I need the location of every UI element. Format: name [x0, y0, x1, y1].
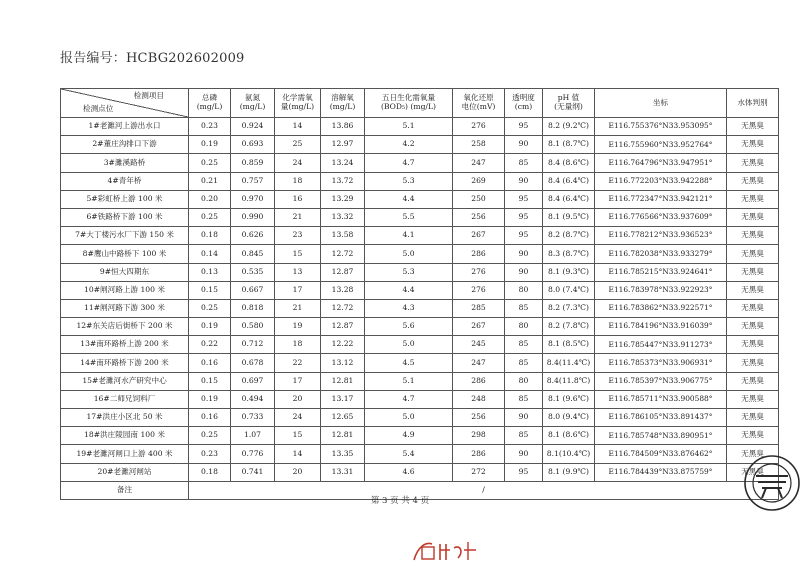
- cell-cod: 15: [275, 427, 321, 445]
- header-cod: 化学需氧 量(mg/L): [275, 89, 321, 118]
- remark-value: /: [189, 481, 779, 499]
- cell-do: 12.81: [321, 427, 365, 445]
- cell-nh3: 0.494: [231, 390, 275, 408]
- cell-orp: 258: [453, 136, 505, 154]
- cell-do: 13.17: [321, 390, 365, 408]
- cell-trans: 85: [505, 299, 543, 317]
- cell-site: 1#老濉河上游出水口: [61, 118, 189, 136]
- cell-tp: 0.23: [189, 445, 231, 463]
- header-diagonal-cell: [61, 89, 189, 118]
- cell-site: 14#南环路桥下游 200 米: [61, 354, 189, 372]
- cell-trans: 85: [505, 354, 543, 372]
- cell-tp: 0.18: [189, 463, 231, 481]
- table-row: [61, 245, 779, 263]
- cell-orp: 247: [453, 354, 505, 372]
- cell-do: 13.86: [321, 118, 365, 136]
- cell-site: 10#闸河路上游 100 米: [61, 281, 189, 299]
- table-row: [61, 263, 779, 281]
- header-ammonia: 氨氮 (mg/L): [231, 89, 275, 118]
- cell-bod: 4.9: [365, 427, 453, 445]
- cell-cod: 25: [275, 136, 321, 154]
- cell-cod: 14: [275, 445, 321, 463]
- cell-do: 12.72: [321, 299, 365, 317]
- cell-do: 12.65: [321, 409, 365, 427]
- table-row: [61, 390, 779, 408]
- cell-site: 20#老濉河闸站: [61, 463, 189, 481]
- cell-ph: 8.3 (8.7℃): [543, 245, 595, 263]
- cell-orp: 247: [453, 154, 505, 172]
- cell-judge: 无黑臭: [727, 354, 779, 372]
- cell-do: 13.28: [321, 281, 365, 299]
- table-row: [61, 190, 779, 208]
- table-row: [61, 154, 779, 172]
- cell-judge: 无黑臭: [727, 172, 779, 190]
- cell-nh3: 0.924: [231, 118, 275, 136]
- cell-do: 12.87: [321, 318, 365, 336]
- cell-ph: 8.4(11.8℃): [543, 372, 595, 390]
- cell-orp: 285: [453, 299, 505, 317]
- cell-cod: 16: [275, 190, 321, 208]
- cell-site: 5#彩虹桥上游 100 米: [61, 190, 189, 208]
- cell-ph: 8.1 (8.7℃): [543, 136, 595, 154]
- cell-judge: 无黑臭: [727, 318, 779, 336]
- cell-judge: 无黑臭: [727, 427, 779, 445]
- cell-judge: 无黑臭: [727, 445, 779, 463]
- cell-ph: 8.2 (7.8℃): [543, 318, 595, 336]
- cell-coord: E116.778212°N33.936523°: [595, 227, 727, 245]
- cell-tp: 0.15: [189, 281, 231, 299]
- cell-cod: 21: [275, 299, 321, 317]
- cell-nh3: 0.626: [231, 227, 275, 245]
- cell-coord: E116.785447°N33.911273°: [595, 336, 727, 354]
- cell-tp: 0.16: [189, 354, 231, 372]
- cell-orp: 276: [453, 281, 505, 299]
- cell-nh3: 0.712: [231, 336, 275, 354]
- cell-tp: 0.21: [189, 172, 231, 190]
- cell-trans: 95: [505, 208, 543, 226]
- cell-coord: E116.755376°N33.953095°: [595, 118, 727, 136]
- cell-orp: 267: [453, 318, 505, 336]
- page-footer: 第 3 页 共 4 页: [370, 496, 430, 506]
- cell-coord: E116.782038°N33.933279°: [595, 245, 727, 263]
- cell-cod: 15: [275, 245, 321, 263]
- cell-orp: 267: [453, 227, 505, 245]
- cell-do: 12.87: [321, 263, 365, 281]
- cell-judge: 无黑臭: [727, 299, 779, 317]
- cell-cod: 20: [275, 463, 321, 481]
- cell-bod: 5.1: [365, 372, 453, 390]
- cell-trans: 90: [505, 136, 543, 154]
- cell-bod: 5.0: [365, 245, 453, 263]
- cell-nh3: 0.818: [231, 299, 275, 317]
- cell-orp: 286: [453, 372, 505, 390]
- header-total-phosphorus: 总磷 (mg/L): [189, 89, 231, 118]
- cell-coord: E116.764796°N33.947951°: [595, 154, 727, 172]
- table-row: [61, 318, 779, 336]
- header-water-judgement: 水体判别: [727, 89, 779, 118]
- cell-orp: 276: [453, 263, 505, 281]
- table-row: [61, 354, 779, 372]
- cell-judge: 无黑臭: [727, 118, 779, 136]
- cell-judge: 无黑臭: [727, 245, 779, 263]
- cell-trans: 80: [505, 372, 543, 390]
- cell-coord: E116.785711°N33.900588°: [595, 390, 727, 408]
- cell-tp: 0.25: [189, 299, 231, 317]
- cell-tp: 0.16: [189, 409, 231, 427]
- cell-cod: 24: [275, 154, 321, 172]
- cell-nh3: 0.741: [231, 463, 275, 481]
- table-row: [61, 409, 779, 427]
- cell-nh3: 0.859: [231, 154, 275, 172]
- cell-cod: 18: [275, 172, 321, 190]
- cell-judge: 无黑臭: [727, 463, 779, 481]
- company-seal-icon: [738, 452, 800, 514]
- cell-do: 13.31: [321, 463, 365, 481]
- cell-ph: 8.2 (7.3℃): [543, 299, 595, 317]
- cell-bod: 5.0: [365, 336, 453, 354]
- header-dissolved-oxygen: 溶解氧 (mg/L): [321, 89, 365, 118]
- cell-tp: 0.23: [189, 118, 231, 136]
- cell-ph: 8.0 (7.4℃): [543, 281, 595, 299]
- cell-cod: 13: [275, 263, 321, 281]
- cell-site: 15#老濉河水产研究中心: [61, 372, 189, 390]
- cell-site: 16#二师兄饲料厂: [61, 390, 189, 408]
- header-sites-label: 检测点位: [83, 104, 114, 114]
- header-bod5: 五日生化需氧量 (BOD₅) (mg/L): [365, 89, 453, 118]
- cell-site: 11#闸河路下游 300 米: [61, 299, 189, 317]
- cell-cod: 22: [275, 354, 321, 372]
- cell-ph: 8.4(11.4℃): [543, 354, 595, 372]
- cell-tp: 0.20: [189, 190, 231, 208]
- cell-site: 7#大丁楼污水厂下游 150 米: [61, 227, 189, 245]
- cell-judge: 无黑臭: [727, 281, 779, 299]
- table-row: [61, 208, 779, 226]
- cell-do: 13.32: [321, 208, 365, 226]
- cell-trans: 90: [505, 445, 543, 463]
- table-body: [61, 118, 779, 482]
- cell-do: 13.58: [321, 227, 365, 245]
- cell-ph: 8.0 (9.4℃): [543, 409, 595, 427]
- cell-site: 9#恒大四期东: [61, 263, 189, 281]
- cell-ph: 8.2 (9.2℃): [543, 118, 595, 136]
- table-row: [61, 372, 779, 390]
- table-row: [61, 118, 779, 136]
- cell-bod: 4.5: [365, 354, 453, 372]
- cell-orp: 269: [453, 172, 505, 190]
- cell-trans: 80: [505, 318, 543, 336]
- cell-tp: 0.14: [189, 245, 231, 263]
- cell-nh3: 0.697: [231, 372, 275, 390]
- cell-site: 19#老濉河闸口上游 400 米: [61, 445, 189, 463]
- cell-coord: E116.784196°N33.916039°: [595, 318, 727, 336]
- cell-tp: 0.25: [189, 208, 231, 226]
- cell-do: 12.22: [321, 336, 365, 354]
- cell-ph: 8.1 (8.6℃): [543, 427, 595, 445]
- cell-bod: 5.3: [365, 263, 453, 281]
- cell-nh3: 0.757: [231, 172, 275, 190]
- cell-trans: 95: [505, 190, 543, 208]
- cell-bod: 4.7: [365, 390, 453, 408]
- cell-ph: 8.4 (8.6℃): [543, 154, 595, 172]
- cell-ph: 8.1 (9.6℃): [543, 390, 595, 408]
- cell-judge: 无黑臭: [727, 372, 779, 390]
- water-quality-table: [60, 88, 779, 500]
- cell-site: 17#洪庄小区北 50 米: [61, 409, 189, 427]
- cell-nh3: 1.07: [231, 427, 275, 445]
- cell-ph: 8.1 (9.3℃): [543, 263, 595, 281]
- cell-orp: 245: [453, 336, 505, 354]
- cell-coord: E116.783862°N33.922571°: [595, 299, 727, 317]
- cell-nh3: 0.845: [231, 245, 275, 263]
- cell-coord: E116.784439°N33.875759°: [595, 463, 727, 481]
- cell-do: 13.35: [321, 445, 365, 463]
- header-transparency: 透明度 (cm): [505, 89, 543, 118]
- cell-site: 6#铁路桥下游 100 米: [61, 208, 189, 226]
- cell-ph: 8.4 (6.4℃): [543, 190, 595, 208]
- cell-orp: 250: [453, 190, 505, 208]
- cell-coord: E116.772203°N33.942288°: [595, 172, 727, 190]
- cell-do: 12.72: [321, 245, 365, 263]
- cell-tp: 0.25: [189, 427, 231, 445]
- table-row: [61, 227, 779, 245]
- cell-nh3: 0.733: [231, 409, 275, 427]
- cell-ph: 8.1 (9.9℃): [543, 463, 595, 481]
- cell-ph: 8.1 (8.5℃): [543, 336, 595, 354]
- table-row: [61, 445, 779, 463]
- cell-judge: 无黑臭: [727, 208, 779, 226]
- table-row: [61, 463, 779, 481]
- cell-bod: 4.2: [365, 136, 453, 154]
- cell-bod: 5.5: [365, 208, 453, 226]
- cell-cod: 18: [275, 336, 321, 354]
- cell-nh3: 0.990: [231, 208, 275, 226]
- cell-tp: 0.18: [189, 227, 231, 245]
- cell-cod: 23: [275, 227, 321, 245]
- cell-site: 12#东关店后街桥下 200 米: [61, 318, 189, 336]
- cell-judge: 无黑臭: [727, 263, 779, 281]
- cell-ph: 8.4 (6.4℃): [543, 172, 595, 190]
- cell-bod: 5.1: [365, 118, 453, 136]
- cell-trans: 80: [505, 281, 543, 299]
- cell-coord: E116.755960°N33.952764°: [595, 136, 727, 154]
- cell-orp: 256: [453, 208, 505, 226]
- cell-do: 12.97: [321, 136, 365, 154]
- table-row: [61, 172, 779, 190]
- cell-cod: 17: [275, 372, 321, 390]
- cell-orp: 256: [453, 409, 505, 427]
- table-row: [61, 299, 779, 317]
- cell-bod: 4.3: [365, 299, 453, 317]
- cell-bod: 5.4: [365, 445, 453, 463]
- cell-site: 3#濉溪路桥: [61, 154, 189, 172]
- cell-judge: 无黑臭: [727, 227, 779, 245]
- cell-trans: 85: [505, 154, 543, 172]
- cell-site: 8#鹰山中路桥下 100 米: [61, 245, 189, 263]
- cell-trans: 90: [505, 409, 543, 427]
- cell-trans: 95: [505, 118, 543, 136]
- cell-coord: E116.772347°N33.942121°: [595, 190, 727, 208]
- cell-tp: 0.19: [189, 136, 231, 154]
- cell-bod: 5.6: [365, 318, 453, 336]
- cell-nh3: 0.970: [231, 190, 275, 208]
- cell-ph: 8.1(10.4℃): [543, 445, 595, 463]
- cell-coord: E116.783978°N33.922923°: [595, 281, 727, 299]
- cell-bod: 4.4: [365, 281, 453, 299]
- cell-nh3: 0.678: [231, 354, 275, 372]
- cell-tp: 0.19: [189, 318, 231, 336]
- cell-orp: 286: [453, 445, 505, 463]
- cell-judge: 无黑臭: [727, 390, 779, 408]
- cell-nh3: 0.535: [231, 263, 275, 281]
- cell-site: 2#董庄沟排口下游: [61, 136, 189, 154]
- cell-trans: 95: [505, 227, 543, 245]
- cell-bod: 5.3: [365, 172, 453, 190]
- cell-nh3: 0.693: [231, 136, 275, 154]
- cell-bod: 4.7: [365, 154, 453, 172]
- cell-trans: 85: [505, 427, 543, 445]
- cell-cod: 24: [275, 409, 321, 427]
- cell-tp: 0.25: [189, 154, 231, 172]
- cell-orp: 272: [453, 463, 505, 481]
- report-number-label: 报告编号：: [60, 51, 127, 66]
- report-number: [60, 47, 245, 66]
- cell-nh3: 0.667: [231, 281, 275, 299]
- cell-nh3: 0.776: [231, 445, 275, 463]
- cell-do: 13.24: [321, 154, 365, 172]
- cell-bod: 4.6: [365, 463, 453, 481]
- table-row: [61, 336, 779, 354]
- cell-orp: 276: [453, 118, 505, 136]
- cell-trans: 90: [505, 263, 543, 281]
- cell-coord: E116.786105°N33.891437°: [595, 409, 727, 427]
- table-header-row: [61, 89, 779, 118]
- cell-do: 13.72: [321, 172, 365, 190]
- cell-nh3: 0.580: [231, 318, 275, 336]
- cell-coord: E116.776566°N33.937609°: [595, 208, 727, 226]
- cell-cod: 14: [275, 118, 321, 136]
- cell-orp: 286: [453, 245, 505, 263]
- header-items-label: 检测项目: [133, 91, 164, 100]
- cell-tp: 0.19: [189, 390, 231, 408]
- header-coordinates: 坐标: [595, 89, 727, 118]
- cell-cod: 20: [275, 390, 321, 408]
- cell-ph: 8.1 (9.5℃): [543, 208, 595, 226]
- cell-judge: 无黑臭: [727, 136, 779, 154]
- red-stamp-icon: [412, 538, 482, 562]
- cell-cod: 21: [275, 208, 321, 226]
- cell-judge: 无黑臭: [727, 190, 779, 208]
- table-row: [61, 427, 779, 445]
- cell-judge: 无黑臭: [727, 154, 779, 172]
- cell-orp: 248: [453, 390, 505, 408]
- cell-coord: E116.785373°N33.906931°: [595, 354, 727, 372]
- cell-coord: E116.785215°N33.924641°: [595, 263, 727, 281]
- report-number-value: HCBG202602009: [126, 51, 245, 66]
- table-row: [61, 281, 779, 299]
- header-ph: pH 值 (无量纲): [543, 89, 595, 118]
- cell-ph: 8.2 (8.7℃): [543, 227, 595, 245]
- cell-orp: 298: [453, 427, 505, 445]
- header-orp: 氧化还原 电位(mV): [453, 89, 505, 118]
- cell-coord: E116.784509°N33.876462°: [595, 445, 727, 463]
- cell-do: 13.12: [321, 354, 365, 372]
- cell-trans: 85: [505, 336, 543, 354]
- cell-coord: E116.785748°N33.890951°: [595, 427, 727, 445]
- cell-coord: E116.785397°N33.906775°: [595, 372, 727, 390]
- cell-tp: 0.22: [189, 336, 231, 354]
- table-row: [61, 136, 779, 154]
- cell-cod: 17: [275, 281, 321, 299]
- cell-judge: 无黑臭: [727, 409, 779, 427]
- cell-trans: 95: [505, 463, 543, 481]
- cell-trans: 90: [505, 245, 543, 263]
- cell-bod: 4.4: [365, 190, 453, 208]
- cell-do: 12.81: [321, 372, 365, 390]
- cell-bod: 5.0: [365, 409, 453, 427]
- cell-do: 13.29: [321, 190, 365, 208]
- cell-site: 4#青年桥: [61, 172, 189, 190]
- cell-site: 13#南环路桥上游 200 米: [61, 336, 189, 354]
- cell-trans: 90: [505, 172, 543, 190]
- remark-label: 备注: [61, 481, 189, 499]
- cell-tp: 0.13: [189, 263, 231, 281]
- cell-bod: 4.1: [365, 227, 453, 245]
- cell-judge: 无黑臭: [727, 336, 779, 354]
- cell-tp: 0.15: [189, 372, 231, 390]
- cell-site: 18#洪庄陵园南 100 米: [61, 427, 189, 445]
- cell-cod: 19: [275, 318, 321, 336]
- cell-trans: 85: [505, 390, 543, 408]
